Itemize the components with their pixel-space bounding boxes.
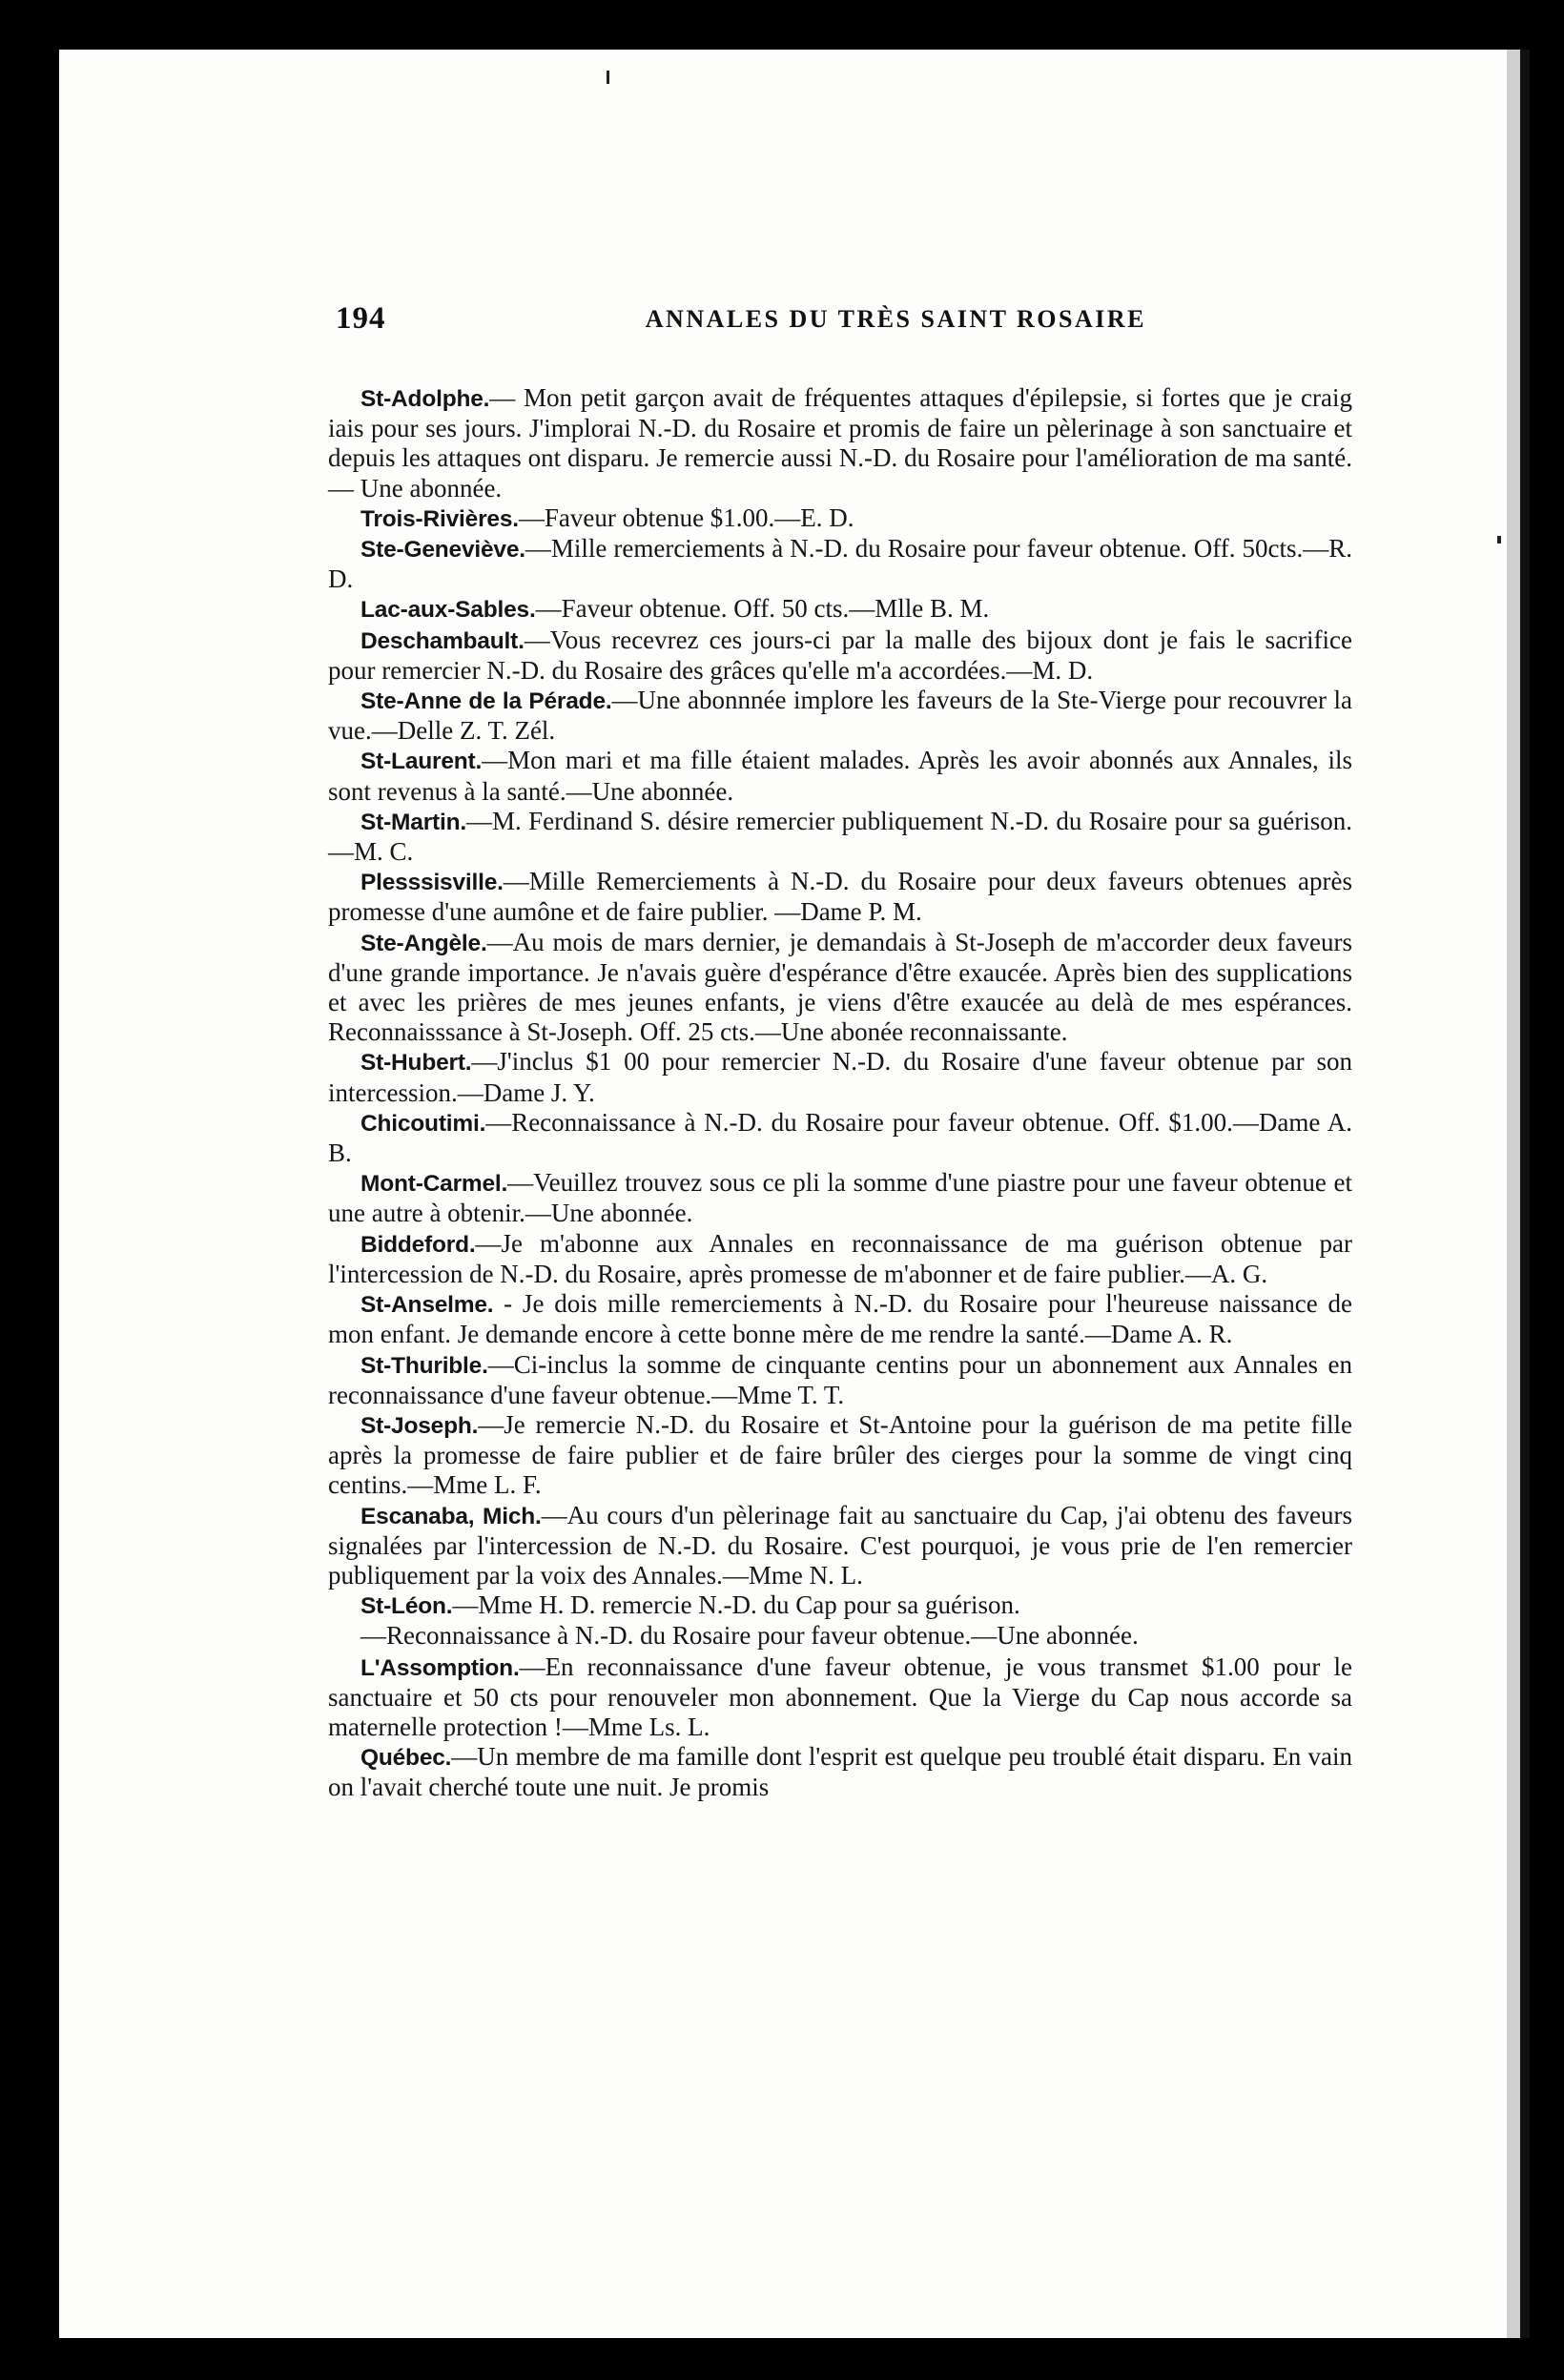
entry-text: —Mon mari et ma fille étaient malades. Après les avoir abonnés aux Annales, ils sont revenus à la santé.—Une abonnée. <box>328 746 1352 806</box>
place-name: St-Laurent. <box>360 749 483 775</box>
testimonial-entry <box>328 807 1352 867</box>
testimonial-entry <box>328 1621 1352 1652</box>
testimonial-entry <box>328 867 1352 927</box>
entry-text: —Faveur obtenue $1.00.—E. D. <box>518 503 854 532</box>
entry-text: —Mille Remerciements à N.-D. du Rosaire pour deux faveurs obtenues après promesse d'une aumône et de faire publier. —Dame P. M. <box>328 867 1352 927</box>
entry-text: —Mme H. D. remercie N.-D. du Cap pour sa guérison. <box>452 1590 1020 1620</box>
entry-text: —Une abonnnée implore les faveurs de la Ste-Vierge pour recouvrer la vue.—Delle Z. T. Zél. <box>328 686 1352 746</box>
testimonial-entry <box>328 746 1352 806</box>
entry-text: —Reconnaissance à N.-D. du Rosaire pour faveur obtenue.—Une abonnée. <box>360 1621 1139 1651</box>
testimonial-entry <box>328 534 1352 594</box>
place-name: Deschambault. <box>360 627 525 654</box>
entry-text: —En reconnaissance d'une faveur obtenue, je vous transmet $1.00 pour le sanctuaire et 50 cts pour renouveler mon abonnement. Que la Vierge du Cap nous accorde sa maternelle protection !—Mme Ls. L. <box>328 1652 1352 1741</box>
testimonial-entry <box>328 594 1352 625</box>
page-edge-strip <box>1507 50 1520 2338</box>
testimonial-entry <box>328 1410 1352 1501</box>
entry-text: —M. Ferdinand S. désire remercier publiquement N.-D. du Rosaire pour sa guérison.—M. C. <box>328 806 1352 867</box>
testimonial-entry <box>328 503 1352 534</box>
scan-speck <box>607 71 609 84</box>
entry-text: —Au cours d'un pèlerinage fait au sanctuaire du Cap, j'ai obtenu des faveurs signalées par l'intercession de N.-D. du Rosaire. C'est pourquoi, je vous prie de l'en remercier publiquement par la voix des Annales.—Mme N. L. <box>328 1500 1353 1590</box>
place-name: Ste-Angèle. <box>360 930 487 956</box>
testimonial-entry <box>328 1590 1352 1621</box>
testimonial-entry <box>328 928 1352 1048</box>
entry-text: —Ci-inclus la somme de cinquante centins pour un abonnement aux Annales en reconnaissance d'une faveur obtenue.—Mme T. T. <box>328 1349 1352 1409</box>
running-title: ANNALES DU TRÈS SAINT ROSAIRE <box>645 305 1146 333</box>
place-name: Chicoutimi. <box>360 1110 486 1137</box>
place-name: Trois-Rivières. <box>360 505 519 532</box>
place-name: St-Thurible. <box>360 1352 488 1379</box>
entry-text: —Je remercie N.-D. du Rosaire et St-Antoine pour la guérison de ma petite fille après la promesse de faire publier et de faire brûler des cierges pour la somme de vingt cinq centins.—Mme L. F. <box>328 1409 1352 1500</box>
testimonial-entry <box>328 686 1352 746</box>
entry-text: —Vous recevrez ces jours-ci par la malle des bijoux dont je fais le sacrifice pour remercier N.-D. du Rosaire des grâces qu'elle m'a accordées.—M. D. <box>328 625 1352 685</box>
place-name: St-Hubert. <box>360 1050 472 1077</box>
testimonial-entry <box>328 1652 1352 1743</box>
testimonial-list <box>328 383 1352 1803</box>
place-name: Mont-Carmel. <box>360 1171 508 1198</box>
place-name: St-Léon. <box>360 1593 453 1620</box>
entry-text: —Au mois de mars dernier, je demandais à St-Joseph de m'accorder deux faveurs d'une grande importance. Je n'avais guère d'espérance d'être exaucée. Après bien des supplications et avec les prières de mes jeunes enfants, je viens d'être exaucée au delà de mes espérances. Reconnaisssance à St-Joseph. Off. 25 cts.—Une abonée reconnaissante. <box>328 927 1352 1047</box>
testimonial-entry <box>328 1350 1352 1410</box>
entry-text: —Reconnaissance à N.-D. du Rosaire pour faveur obtenue. Off. $1.00.—Dame A. B. <box>328 1107 1352 1168</box>
entry-text: —Faveur obtenue. Off. 50 cts.—Mlle B. M. <box>535 594 990 624</box>
place-name: St-Martin. <box>360 809 466 835</box>
testimonial-entry <box>328 383 1352 503</box>
place-name: Biddeford. <box>360 1231 476 1258</box>
testimonial-entry <box>328 1501 1352 1591</box>
page-number: 194 <box>336 301 386 336</box>
place-name: Ste-Anne de la Pérade. <box>360 688 612 715</box>
testimonial-entry <box>328 626 1352 686</box>
place-name: St-Anselme. <box>360 1292 494 1319</box>
entry-text: - Je dois mille remerciements à N.-D. du Rosaire pour l'heureuse naissance de mon enfant. Je demande encore à cette bonne mère de me rendre la santé.—Dame A. R. <box>328 1289 1352 1349</box>
testimonial-entry <box>328 1289 1352 1349</box>
page-header <box>336 301 1152 347</box>
place-name: L'Assomption. <box>360 1654 520 1681</box>
place-name: St-Joseph. <box>360 1412 479 1439</box>
testimonial-entry <box>328 1168 1352 1228</box>
place-name: St-Adolphe. <box>360 386 490 412</box>
entry-text: — Mon petit garçon avait de fréquentes attaques d'épilepsie, si fortes que je craig iais pour ses jours. J'implorai N.-D. du Rosaire et promis de faire un pèlerinage à son sanctuaire et depuis les attaques ont disparu. Je remercie aussi N.-D. du Rosaire pour l'amélioration de ma santé. — Une abonnée. <box>328 383 1352 503</box>
place-name: Plesssisville. <box>360 870 504 896</box>
entry-text: —Un membre de ma famille dont l'esprit est quelque peu troublé était disparu. En vain on l'avait cherché toute une nuit. Je promis <box>328 1742 1352 1802</box>
entry-text: —Veuillez trouvez sous ce pli la somme d'une piastre pour une faveur obtenue et une autre à obtenir.—Une abonnée. <box>328 1168 1352 1228</box>
place-name: Québec. <box>360 1745 452 1772</box>
place-name: Lac-aux-Sables. <box>360 597 536 624</box>
place-name: Escanaba, Mich. <box>360 1503 542 1529</box>
entry-text: —J'inclus $1 00 pour remercier N.-D. du Rosaire d'une faveur obtenue par son intercession.—Dame J. Y. <box>328 1047 1352 1107</box>
testimonial-entry <box>328 1108 1352 1168</box>
testimonial-entry <box>328 1742 1352 1802</box>
testimonial-entry <box>328 1229 1352 1289</box>
entry-text: —Je m'abonne aux Annales en reconnaissance de ma guérison obtenue par l'intercession de N.-D. du Rosaire, après promesse de m'abonner et de faire publier.—A. G. <box>328 1228 1352 1288</box>
binding-edge <box>1520 50 1530 2338</box>
scan-speck <box>1497 536 1501 544</box>
place-name: Ste-Geneviève. <box>360 537 525 564</box>
testimonial-entry <box>328 1047 1352 1107</box>
entry-text: —Mille remerciements à N.-D. du Rosaire pour faveur obtenue. Off. 50cts.—R. D. <box>328 534 1352 594</box>
